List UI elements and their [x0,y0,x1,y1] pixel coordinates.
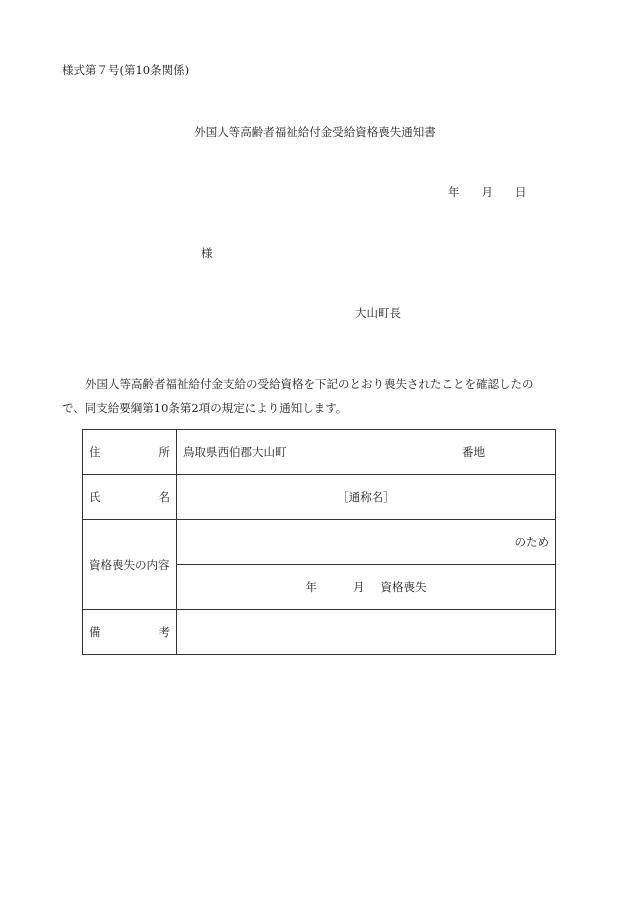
loss-month: 月 [353,580,365,594]
name-row [83,475,556,520]
info-table [82,429,556,655]
loss-row-reason [83,520,556,565]
form-number: 様式第７号(第10条関係) [62,63,190,77]
date-day: 日 [515,185,527,199]
name-label-left: 氏 [89,490,101,504]
date-year: 年 [448,185,460,199]
body-text: 外国人等高齢者福祉給付金支給の受給資格を下記のとおり喪失されたことを確認したので、同支給要綱第10条第2項の規定により通知します。 [62,377,534,415]
loss-reason-suffix: のため [177,520,556,565]
remarks-label-right: 考 [158,625,170,639]
loss-label: 資格喪失の内容 [83,520,177,610]
address-value: 鳥取県西伯郡大山町 [183,445,287,459]
remarks-value [177,610,556,655]
name-label-right: 名 [158,490,170,504]
loss-text: 資格喪失 [380,580,427,594]
address-row [83,430,556,475]
address-label [83,430,177,475]
date-month: 月 [481,185,493,199]
document-title: 外国人等高齢者福祉給付金受給資格喪失通知書 [194,125,436,139]
name-value: ［通称名］ [177,475,556,520]
address-value-cell [177,430,556,475]
remarks-label-left: 備 [89,625,101,639]
addressee-suffix: 様 [201,246,213,260]
name-label [83,475,177,520]
remarks-row [83,610,556,655]
loss-date-cell [177,565,556,610]
address-label-right: 所 [158,445,170,459]
address-label-left: 住 [89,445,101,459]
issuer: 大山町長 [355,306,401,320]
date-line [448,184,527,200]
address-suffix: 番地 [462,445,485,459]
remarks-label [83,610,177,655]
loss-year: 年 [305,580,317,594]
